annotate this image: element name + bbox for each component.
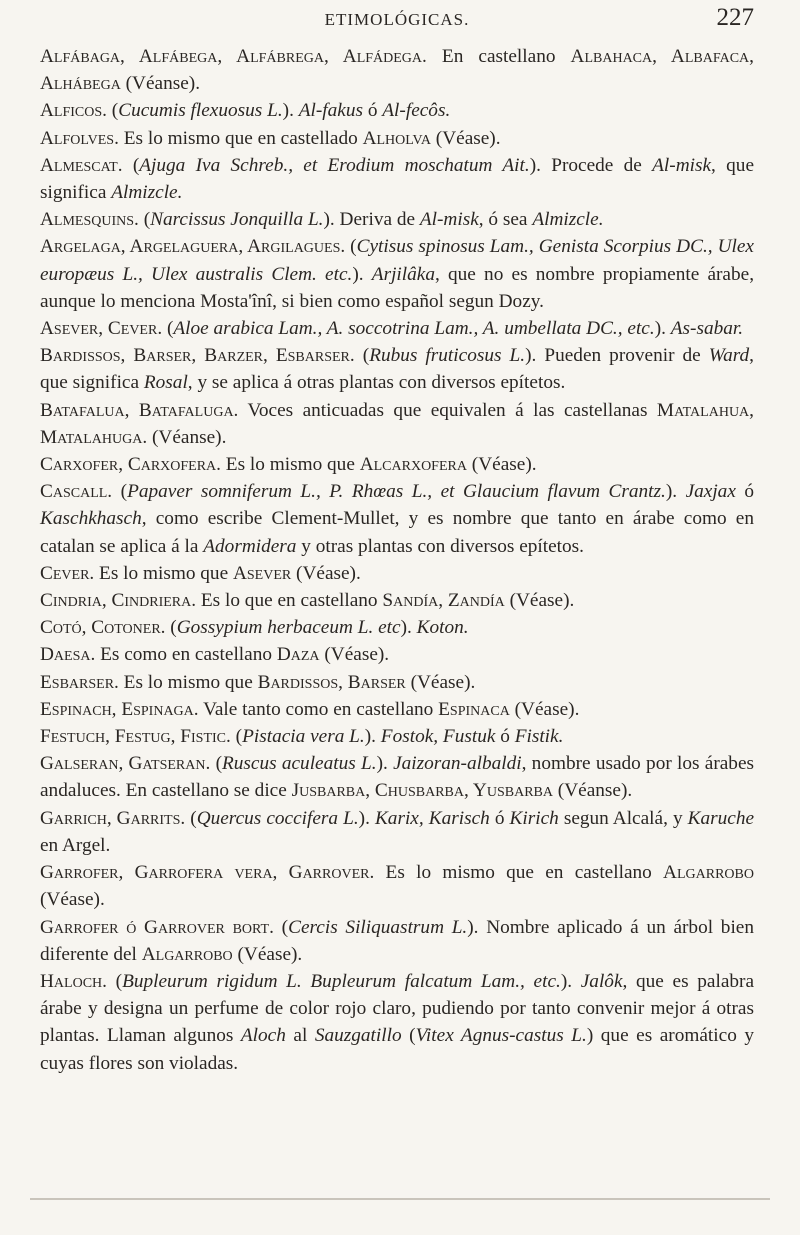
italic-term: Almizcle. — [111, 182, 183, 204]
headword: Cindria, Cindriera. — [40, 590, 197, 612]
entry-text: ). — [352, 263, 372, 285]
entry-text: , que significa — [40, 345, 754, 394]
entry-text: (Véase). — [319, 644, 390, 666]
headword: Argelaga, Argelaguera, Argilagues. — [40, 236, 346, 258]
italic-term: Vitex Agnus-castus L. — [415, 1025, 587, 1047]
headword: Algarrobo — [141, 943, 233, 965]
entry-text: (Véase). — [291, 562, 361, 584]
headword: Almesquins. — [40, 209, 139, 231]
entry-text: ó — [489, 807, 510, 829]
entry-text: , nombre usado por los árabes andaluces. En castellano se dice — [40, 753, 755, 802]
headword: Alfolves. — [40, 127, 119, 149]
entry-text: (Véase). — [504, 590, 575, 612]
headword: Asever — [232, 562, 292, 584]
italic-term: Ajuga Iva Schreb., et Erodium moschatum Ait. — [139, 154, 530, 176]
italic-term: Bupleurum rigidum L. Bupleurum falcatum Lam., etc. — [122, 970, 561, 992]
headword: Alficos. — [40, 100, 107, 122]
entry-text: ( — [185, 807, 197, 829]
entry-text: ). Deriva de — [323, 209, 420, 231]
entry-text: ó — [363, 100, 383, 122]
dictionary-entry — [40, 641, 754, 668]
entry-text: y otras plantas con diversos epítetos. — [296, 535, 585, 557]
entry-text: al — [285, 1025, 315, 1047]
entry-text: Es como en castellano — [95, 644, 277, 666]
dictionary-entry — [40, 206, 754, 233]
dictionary-entry — [40, 97, 754, 124]
headword: Daza — [276, 644, 320, 666]
dictionary-entry — [40, 315, 754, 342]
entry-text: (Véase). — [40, 889, 105, 911]
italic-term: Al-misk — [652, 154, 712, 176]
entry-text: Es lo mismo que en castellano — [374, 862, 664, 884]
entry-text: En castellano — [426, 46, 571, 67]
entry-text: ( — [122, 154, 140, 176]
italic-term: Cytisus spinosus Lam., Genista Scorpius DC., Ulex europæus L., Ulex australis Clem. etc. — [40, 236, 754, 285]
entry-text: ( — [273, 916, 289, 938]
entry-text: , como escribe Clement-Mullet, y es nombre que tanto en árabe como en catalan se aplica á la — [40, 508, 754, 557]
headword: Albahaca, Albafaca, Alhábega — [40, 46, 754, 95]
italic-term: Cercis Siliquastrum L. — [288, 916, 468, 938]
entry-text: (Véanse). — [552, 780, 633, 802]
italic-term: Al-fakus — [298, 100, 363, 122]
entry-text: (Véase). — [232, 943, 303, 965]
entry-text: Es lo que en castellano — [196, 590, 383, 612]
italic-term: Cucumis flexuosus L. — [118, 100, 283, 122]
bottom-rule — [30, 1198, 770, 1200]
entry-text: segun Alcalá, y — [558, 807, 688, 829]
headword: Sandía, Zandía — [382, 590, 505, 612]
entry-text: Vale tanto como en castellano — [198, 698, 439, 720]
dictionary-entries — [40, 43, 754, 1077]
entry-text: ). — [376, 753, 394, 775]
italic-term: Fistik. — [514, 726, 564, 748]
italic-term: Sauzgatillo — [314, 1025, 402, 1047]
headword: Bardissos, Barser — [257, 671, 406, 693]
entry-text: , que significa — [40, 154, 755, 204]
italic-term: Al-fecôs. — [382, 100, 451, 122]
entry-text: ( — [210, 753, 222, 775]
headword: Matalahua, Matalahuga — [40, 399, 754, 448]
dictionary-entry — [40, 723, 754, 750]
entry-text: (Véase). — [405, 671, 476, 693]
headword: Cotó, Cotoner. — [40, 617, 166, 639]
dictionary-entry — [40, 968, 754, 1077]
italic-term: Al-misk — [419, 209, 479, 231]
headword: Galseran, Gatseran. — [40, 753, 211, 775]
italic-term: Aloe arabica Lam., A. soccotrina Lam., A. umbellata DC., etc. — [173, 318, 655, 340]
headword: Asever, Cever. — [40, 318, 163, 340]
entry-text: ( — [345, 236, 357, 258]
italic-term: Koton. — [416, 617, 469, 639]
headword: Batafalua, Batafaluga. — [40, 399, 239, 421]
entry-text: ). Procede de — [529, 154, 653, 176]
entry-text: ( — [230, 726, 243, 748]
italic-term: Pistacia vera L. — [242, 726, 365, 748]
headword: Algarrobo — [663, 862, 754, 884]
entry-text: ). — [665, 481, 686, 503]
entry-text: ( — [106, 100, 119, 122]
entry-text: ( — [162, 318, 174, 340]
headword: Alfábaga, Alfábega, Alfábrega, Alfádega. — [40, 46, 427, 67]
entry-text: ). Nombre aplicado á un árbol bien diferente del — [40, 916, 754, 965]
headword: Bardissos, Barser, Barzer, Esbarser. — [40, 345, 355, 367]
entry-text: Es lo mismo que en castellado — [118, 127, 363, 149]
entry-text: Es lo mismo que — [220, 454, 360, 476]
dictionary-entry — [40, 750, 754, 804]
dictionary-entry — [40, 805, 754, 859]
headword: Espinaca — [438, 698, 510, 720]
entry-text: ) que es aromático y cuyas flores son violadas. — [40, 1025, 754, 1074]
headword: Festuch, Festug, Fistic. — [40, 726, 231, 748]
entry-text: ). — [654, 318, 671, 340]
italic-term: Aloch — [240, 1025, 286, 1047]
italic-term: Gossypium herbaceum L. etc — [176, 617, 401, 639]
dictionary-entry — [40, 451, 754, 478]
italic-term: Jalôk — [580, 970, 623, 992]
italic-term: Ward — [708, 345, 750, 367]
dictionary-entry — [40, 914, 754, 968]
headword: Garrofer, Garrofera vera, Garrover. — [40, 862, 375, 884]
headword: Garrofer ó Garrover bort. — [40, 916, 274, 938]
dictionary-entry — [40, 478, 754, 560]
italic-term: Quercus coccifera L. — [196, 807, 359, 829]
headword: Espinach, Espinaga. — [40, 698, 199, 720]
entry-text: (Véase). — [466, 454, 537, 476]
dictionary-entry — [40, 233, 754, 315]
entry-text: ó — [495, 726, 515, 748]
italic-term: Papaver somniferum L., P. Rhœas L., et Glaucium flavum Crantz. — [127, 481, 666, 503]
entry-text: ). — [358, 807, 375, 829]
entry-text: ( — [165, 617, 177, 639]
entry-text: (Véanse). — [120, 73, 201, 95]
entry-text: ( — [401, 1025, 416, 1047]
entry-text: Voces anticuadas que equivalen á las castellanas — [238, 399, 657, 421]
headword: Jusbarba, Chusbarba, Yusbarba — [291, 780, 553, 802]
entry-text: ( — [138, 209, 151, 231]
headword: Carxofer, Carxofera. — [40, 454, 221, 476]
italic-term: Fostok, Fustuk — [380, 726, 496, 748]
entry-text: , ó sea — [478, 209, 533, 231]
dictionary-entry — [40, 560, 754, 587]
page-header — [40, 4, 754, 38]
headword: Daesa. — [40, 644, 96, 666]
italic-term: Narcissus Jonquilla L. — [150, 209, 324, 231]
entry-text: , que es palabra árabe y designa un perfume de color rojo claro, pudiendo por tanto convenir mejor á otras plantas. Llaman algunos — [40, 970, 755, 1047]
italic-term: Karix, Karisch — [374, 807, 490, 829]
entry-text: , que no es nombre propiamente árabe, aunque lo menciona Mosta'înî, si bien como español segun Dozy. — [40, 263, 755, 312]
entry-text: Es lo mismo que — [94, 562, 233, 584]
page-number: 227 — [716, 4, 754, 31]
italic-term: Almizcle. — [532, 209, 604, 231]
italic-term: Jaizoran-albaldi — [393, 753, 522, 775]
entry-text: ). — [400, 617, 417, 639]
headword: Haloch. — [40, 970, 107, 992]
dictionary-entry — [40, 587, 754, 614]
italic-term: As-sabar. — [670, 318, 744, 340]
italic-term: Karuche — [687, 807, 755, 829]
headword: Cascall. — [40, 481, 113, 503]
entry-text: (Véase). — [430, 127, 501, 149]
italic-term: Adormidera — [203, 535, 297, 557]
entry-text: ó — [735, 481, 755, 503]
entry-text: Es lo mismo que — [118, 671, 258, 693]
italic-term: Kirich — [509, 807, 559, 829]
dictionary-entry — [40, 43, 754, 97]
italic-term: Jaxjax — [685, 481, 736, 503]
italic-term: Rubus fruticosus L. — [369, 345, 526, 367]
entry-text: en Argel. — [40, 834, 111, 856]
dictionary-entry — [40, 696, 754, 723]
headword: Esbarser. — [40, 671, 119, 693]
entry-text: , y se aplica á otras plantas con diversos epítetos. — [187, 372, 566, 394]
entry-text: . (Véanse). — [142, 426, 227, 448]
entry-text: ( — [112, 481, 128, 503]
italic-term: Ruscus aculeatus L. — [221, 753, 377, 775]
headword: Cever. — [40, 562, 95, 584]
entry-text: ). — [560, 970, 581, 992]
italic-term: Kaschkhasch — [40, 508, 142, 530]
headword: Alholva — [362, 127, 431, 149]
headword: Almescat. — [40, 154, 123, 176]
dictionary-entry — [40, 859, 754, 913]
italic-term: Rosal — [143, 372, 188, 394]
running-title: ETIMOLÓGICAS. — [324, 10, 470, 29]
entry-text: ( — [106, 970, 123, 992]
entry-text: ( — [354, 345, 370, 367]
dictionary-entry — [40, 342, 754, 396]
dictionary-entry — [40, 614, 754, 641]
entry-text: (Véase). — [509, 698, 580, 720]
italic-term: Arjilâka — [371, 263, 435, 285]
headword: Garrich, Garrits. — [40, 807, 186, 829]
entry-text: ). Pueden provenir de — [525, 345, 709, 367]
headword: Alcarxofera — [359, 454, 467, 476]
dictionary-entry — [40, 152, 754, 206]
entry-text: ). — [364, 726, 381, 748]
dictionary-entry — [40, 669, 754, 696]
dictionary-entry — [40, 125, 754, 152]
entry-text: ). — [282, 100, 299, 122]
dictionary-entry — [40, 397, 754, 451]
